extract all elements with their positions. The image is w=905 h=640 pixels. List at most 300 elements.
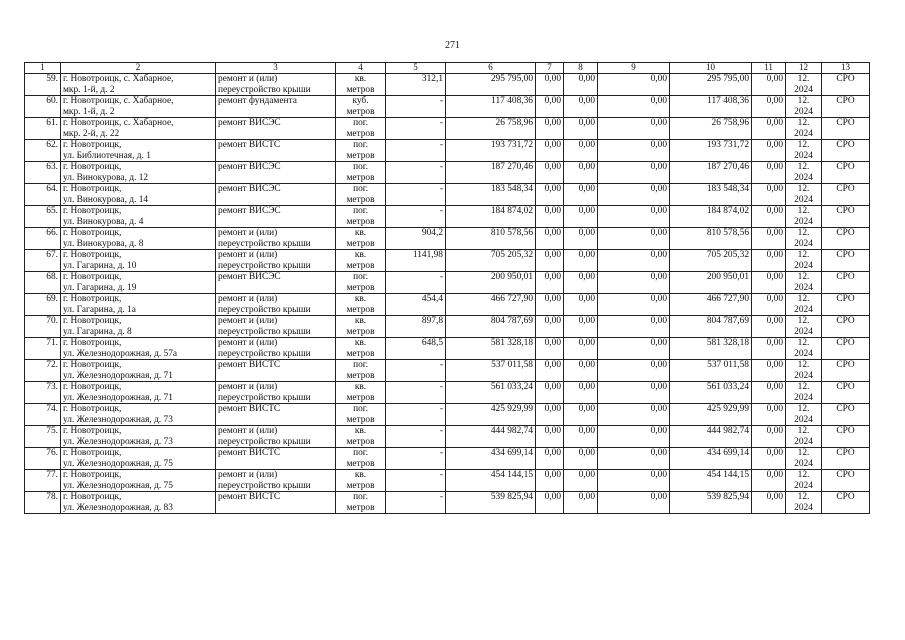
address-line-1: г. Новотроицк, [63, 294, 122, 304]
deadline-cell [786, 338, 822, 360]
col-header: 6 [446, 63, 536, 74]
value-col8: 0,00 [578, 74, 595, 84]
row-number-cell [25, 492, 61, 514]
total-cost-cell [446, 404, 536, 426]
address-line-1: г. Новотроицк, [63, 382, 122, 392]
funding-source-cell [822, 206, 870, 228]
deadline-line-2: 2024 [794, 348, 813, 359]
value-col8: 0,00 [578, 492, 595, 502]
value-col11-cell [752, 294, 786, 316]
value-col8-cell [564, 74, 598, 96]
work-type-line-1: ремонт ВИСТС [218, 360, 281, 370]
value-col8: 0,00 [578, 360, 595, 370]
unit-line-1: пог. [353, 404, 368, 414]
deadline-cell [786, 96, 822, 118]
row-number: 61. [46, 118, 58, 128]
value-col10-cell [670, 74, 752, 96]
value-col8-cell [564, 426, 598, 448]
address-line-2: ул. Винокурова, д. 4 [63, 216, 144, 227]
value-col7: 0,00 [544, 162, 561, 172]
unit-cell [336, 448, 386, 470]
quantity: - [439, 162, 443, 172]
value-col10: 537 011,58 [707, 360, 749, 370]
total-cost: 295 795,00 [490, 74, 533, 84]
value-col9: 0,00 [650, 162, 667, 172]
deadline-line-2: 2024 [794, 194, 813, 205]
unit-line-1: кв. [354, 250, 367, 260]
value-col11-cell [752, 250, 786, 272]
value-col7: 0,00 [544, 118, 561, 128]
value-col8: 0,00 [578, 96, 595, 106]
deadline-cell [786, 228, 822, 250]
unit-line-2: метров [346, 304, 375, 315]
value-col8-cell [564, 250, 598, 272]
value-col11-cell [752, 492, 786, 514]
funding-source: СРО [836, 118, 855, 128]
funding-source-cell [822, 448, 870, 470]
table-row [25, 492, 870, 514]
row-number-cell [25, 470, 61, 492]
row-number: 76. [46, 448, 58, 458]
deadline-line-2: 2024 [794, 172, 813, 183]
address-cell [61, 74, 216, 96]
total-cost: 193 731,72 [490, 140, 533, 150]
deadline-line-2: 2024 [794, 150, 813, 161]
table-row [25, 470, 870, 492]
row-number: 59. [46, 74, 58, 84]
value-col9-cell [598, 140, 670, 162]
value-col8: 0,00 [578, 404, 595, 414]
address-line-1: г. Новотроицк, [63, 360, 122, 370]
value-col9: 0,00 [650, 96, 667, 106]
quantity: 904,2 [421, 228, 443, 238]
table-row [25, 338, 870, 360]
quantity: - [439, 448, 443, 458]
value-col11-cell [752, 74, 786, 96]
quantity-cell [386, 316, 446, 338]
address-line-2: ул. Железнодорожная, д. 57а [63, 348, 178, 359]
unit-line-1: пог. [353, 140, 368, 150]
value-col8-cell [564, 470, 598, 492]
funding-source-cell [822, 184, 870, 206]
table-row [25, 184, 870, 206]
table-row [25, 162, 870, 184]
deadline-line-1: 12. [797, 382, 810, 392]
value-col8-cell [564, 492, 598, 514]
value-col8-cell [564, 294, 598, 316]
value-col7: 0,00 [544, 140, 561, 150]
row-number-cell [25, 360, 61, 382]
funding-source-cell [822, 228, 870, 250]
address-line-2: мкр. 1-й, д. 2 [63, 84, 115, 95]
address-line-1: г. Новотроицк, [63, 426, 122, 436]
value-col7: 0,00 [544, 470, 561, 480]
funding-source: СРО [836, 338, 855, 348]
total-cost: 117 408,36 [491, 96, 533, 106]
table-row [25, 404, 870, 426]
value-col9: 0,00 [650, 228, 667, 238]
deadline-cell [786, 316, 822, 338]
work-type-line-2: переустройство крыши [218, 304, 311, 315]
value-col11: 0,00 [766, 382, 783, 392]
quantity: 648,5 [421, 338, 443, 348]
quantity-cell [386, 206, 446, 228]
address-line-1: г. Новотроицк, [63, 448, 122, 458]
row-number: 66. [46, 228, 58, 238]
value-col10: 454 144,15 [706, 470, 749, 480]
value-col8-cell [564, 382, 598, 404]
quantity-cell [386, 118, 446, 140]
unit-cell [336, 96, 386, 118]
work-type-line-1: ремонт и (или) [218, 294, 278, 304]
col-header: 10 [670, 63, 752, 74]
deadline-line-2: 2024 [794, 436, 813, 447]
unit-line-1: пог. [353, 360, 368, 370]
deadline-cell [786, 250, 822, 272]
funding-source: СРО [836, 448, 855, 458]
value-col8-cell [564, 206, 598, 228]
address-cell [61, 272, 216, 294]
header-row [25, 63, 870, 74]
value-col7: 0,00 [544, 382, 561, 392]
unit-line-2: метров [346, 282, 375, 293]
work-type-line-2: переустройство крыши [218, 392, 311, 403]
address-line-2: ул. Железнодорожная, д. 71 [63, 370, 173, 381]
funding-source-cell [822, 140, 870, 162]
value-col9: 0,00 [650, 426, 667, 436]
address-line-2: ул. Железнодорожная, д. 75 [63, 480, 173, 491]
work-type-line-1: ремонт и (или) [218, 426, 278, 436]
address-cell [61, 162, 216, 184]
total-cost-cell [446, 74, 536, 96]
work-type-line-1: ремонт ВИСЭС [218, 272, 281, 282]
funding-source-cell [822, 426, 870, 448]
value-col8-cell [564, 448, 598, 470]
deadline-cell [786, 118, 822, 140]
value-col8-cell [564, 316, 598, 338]
value-col9-cell [598, 404, 670, 426]
value-col11: 0,00 [766, 316, 783, 326]
total-cost: 200 950,01 [490, 272, 533, 282]
value-col7-cell [536, 250, 564, 272]
deadline-line-2: 2024 [794, 238, 813, 249]
address-cell [61, 228, 216, 250]
quantity: 897,8 [421, 316, 443, 326]
value-col7-cell [536, 294, 564, 316]
address-line-2: ул. Гагарина, д. 19 [63, 282, 137, 293]
value-col7: 0,00 [544, 404, 561, 414]
deadline-line-2: 2024 [794, 128, 813, 139]
deadline-line-2: 2024 [794, 216, 813, 227]
funding-source: СРО [836, 426, 855, 436]
work-type-line-1: ремонт и (или) [218, 74, 278, 84]
work-type-line-1: ремонт ВИСТС [218, 492, 281, 502]
address-cell [61, 316, 216, 338]
value-col10-cell [670, 316, 752, 338]
funding-source: СРО [836, 404, 855, 414]
unit-line-2: метров [346, 128, 375, 139]
value-col9: 0,00 [650, 470, 667, 480]
work-type-line-2: переустройство крыши [218, 260, 311, 271]
value-col8-cell [564, 96, 598, 118]
deadline-cell [786, 206, 822, 228]
unit-line-1: кв. [354, 74, 367, 84]
address-line-2: ул. Винокурова, д. 8 [63, 238, 144, 249]
quantity-cell [386, 74, 446, 96]
value-col7-cell [536, 272, 564, 294]
deadline-line-2: 2024 [794, 282, 813, 293]
unit-line-2: метров [346, 194, 375, 205]
value-col11-cell [752, 118, 786, 140]
unit-cell [336, 492, 386, 514]
value-col9-cell [598, 338, 670, 360]
deadline-line-1: 12. [797, 206, 810, 216]
value-col9-cell [598, 272, 670, 294]
row-number: 71. [46, 338, 58, 348]
table-row [25, 448, 870, 470]
value-col7: 0,00 [544, 184, 561, 194]
deadline-line-2: 2024 [794, 304, 813, 315]
address-line-1: г. Новотроицк, [63, 162, 122, 172]
deadline-cell [786, 294, 822, 316]
unit-line-2: метров [346, 150, 375, 161]
value-col10-cell [670, 206, 752, 228]
address-line-1: г. Новотроицк, с. Хабарное, [63, 96, 174, 106]
total-cost: 183 548,34 [490, 184, 533, 194]
total-cost-cell [446, 360, 536, 382]
row-number-cell [25, 448, 61, 470]
value-col7-cell [536, 360, 564, 382]
deadline-line-1: 12. [797, 96, 810, 106]
quantity: - [439, 404, 443, 414]
address-line-2: ул. Железнодорожная, д. 71 [63, 392, 173, 403]
row-number: 72. [46, 360, 58, 370]
value-col7-cell [536, 140, 564, 162]
value-col9: 0,00 [650, 140, 667, 150]
value-col9: 0,00 [650, 272, 667, 282]
value-col11-cell [752, 426, 786, 448]
row-number: 63. [46, 162, 58, 172]
work-type-line-1: ремонт ВИСЭС [218, 184, 281, 194]
total-cost-cell [446, 470, 536, 492]
address-line-1: г. Новотроицк, [63, 140, 122, 150]
address-line-1: г. Новотроицк, с. Хабарное, [63, 118, 174, 128]
table-row [25, 294, 870, 316]
work-type-cell [216, 272, 336, 294]
unit-line-2: метров [346, 392, 375, 403]
value-col9-cell [598, 426, 670, 448]
value-col7: 0,00 [544, 272, 561, 282]
value-col9-cell [598, 250, 670, 272]
value-col8: 0,00 [578, 140, 595, 150]
quantity: - [439, 140, 443, 150]
work-type-cell [216, 250, 336, 272]
value-col7-cell [536, 492, 564, 514]
address-line-1: г. Новотроицк, [63, 228, 122, 238]
funding-source-cell [822, 74, 870, 96]
row-number-cell [25, 140, 61, 162]
funding-source: СРО [836, 316, 855, 326]
value-col8-cell [564, 140, 598, 162]
col-header: 13 [822, 63, 870, 74]
value-col9-cell [598, 118, 670, 140]
unit-line-2: метров [346, 216, 375, 227]
deadline-line-2: 2024 [794, 106, 813, 117]
col-header: 9 [598, 63, 670, 74]
row-number-cell [25, 118, 61, 140]
address-cell [61, 470, 216, 492]
funding-source: СРО [836, 228, 855, 238]
address-cell [61, 294, 216, 316]
deadline-cell [786, 404, 822, 426]
value-col10-cell [670, 426, 752, 448]
quantity-cell [386, 272, 446, 294]
deadline-line-2: 2024 [794, 84, 813, 95]
row-number-cell [25, 96, 61, 118]
unit-line-2: метров [346, 458, 375, 469]
unit-cell [336, 250, 386, 272]
value-col8: 0,00 [578, 294, 595, 304]
work-type-line-1: ремонт ВИСЭС [218, 162, 281, 172]
value-col7: 0,00 [544, 492, 561, 502]
quantity-cell [386, 404, 446, 426]
value-col11-cell [752, 140, 786, 162]
unit-line-1: пог. [353, 492, 368, 502]
work-type-cell [216, 448, 336, 470]
deadline-cell [786, 184, 822, 206]
unit-cell [336, 118, 386, 140]
deadline-line-1: 12. [797, 74, 810, 84]
address-cell [61, 382, 216, 404]
unit-cell [336, 74, 386, 96]
funding-source: СРО [836, 162, 855, 172]
value-col9: 0,00 [650, 184, 667, 194]
value-col10-cell [670, 404, 752, 426]
row-number: 73. [46, 382, 58, 392]
quantity-cell [386, 140, 446, 162]
table-row [25, 426, 870, 448]
total-cost: 444 982,74 [490, 426, 533, 436]
repair-plan-table [24, 62, 870, 514]
value-col8: 0,00 [578, 382, 595, 392]
work-type-cell [216, 162, 336, 184]
value-col9-cell [598, 382, 670, 404]
col-header: 7 [536, 63, 564, 74]
value-col10: 425 929,99 [706, 404, 749, 414]
deadline-line-1: 12. [797, 338, 810, 348]
address-line-2: ул. Железнодорожная, д. 73 [63, 414, 173, 425]
address-line-2: ул. Винокурова, д. 12 [63, 172, 149, 183]
unit-line-1: кв. [354, 426, 367, 436]
value-col8-cell [564, 228, 598, 250]
quantity: - [439, 118, 443, 128]
row-number-cell [25, 382, 61, 404]
deadline-line-1: 12. [797, 404, 810, 414]
quantity: 312,1 [421, 74, 443, 84]
quantity-cell [386, 228, 446, 250]
unit-cell [336, 162, 386, 184]
value-col9-cell [598, 184, 670, 206]
quantity-cell [386, 162, 446, 184]
table-row [25, 96, 870, 118]
value-col10-cell [670, 118, 752, 140]
quantity-cell [386, 470, 446, 492]
unit-line-2: метров [346, 84, 375, 95]
value-col10: 295 795,00 [706, 74, 749, 84]
value-col9-cell [598, 206, 670, 228]
work-type-line-1: ремонт фундамента [218, 96, 297, 106]
unit-line-1: пог. [353, 206, 368, 216]
value-col7: 0,00 [544, 426, 561, 436]
value-col10: 444 982,74 [706, 426, 749, 436]
value-col11: 0,00 [766, 492, 783, 502]
work-type-line-2: переустройство крыши [218, 326, 311, 337]
total-cost: 26 758,96 [495, 118, 533, 128]
value-col9: 0,00 [650, 250, 667, 260]
value-col11-cell [752, 272, 786, 294]
work-type-cell [216, 228, 336, 250]
value-col11: 0,00 [766, 426, 783, 436]
work-type-cell [216, 316, 336, 338]
quantity: - [439, 206, 443, 216]
value-col11: 0,00 [766, 96, 783, 106]
value-col11: 0,00 [766, 360, 783, 370]
value-col7-cell [536, 338, 564, 360]
value-col10-cell [670, 338, 752, 360]
unit-line-1: пог. [353, 162, 368, 172]
page-number: 271 [445, 40, 460, 51]
deadline-cell [786, 382, 822, 404]
total-cost-cell [446, 206, 536, 228]
quantity-cell [386, 426, 446, 448]
col-header: 11 [752, 63, 786, 74]
value-col7-cell [536, 74, 564, 96]
value-col7: 0,00 [544, 228, 561, 238]
quantity-cell [386, 184, 446, 206]
value-col11: 0,00 [766, 162, 783, 172]
funding-source-cell [822, 316, 870, 338]
total-cost: 184 874,02 [490, 206, 533, 216]
value-col8-cell [564, 272, 598, 294]
funding-source: СРО [836, 96, 855, 106]
funding-source-cell [822, 250, 870, 272]
value-col8: 0,00 [578, 448, 595, 458]
address-line-1: г. Новотроицк, [63, 470, 122, 480]
funding-source-cell [822, 470, 870, 492]
deadline-cell [786, 448, 822, 470]
deadline-line-2: 2024 [794, 458, 813, 469]
quantity: 454,4 [421, 294, 443, 304]
address-line-1: г. Новотроицк, с. Хабарное, [63, 74, 174, 84]
unit-cell [336, 272, 386, 294]
value-col8: 0,00 [578, 184, 595, 194]
value-col7-cell [536, 316, 564, 338]
value-col7-cell [536, 382, 564, 404]
value-col11-cell [752, 162, 786, 184]
value-col8: 0,00 [578, 206, 595, 216]
work-type-cell [216, 338, 336, 360]
quantity-cell [386, 492, 446, 514]
funding-source: СРО [836, 184, 855, 194]
value-col11-cell [752, 184, 786, 206]
total-cost-cell [446, 426, 536, 448]
funding-source-cell [822, 360, 870, 382]
total-cost: 810 578,56 [490, 228, 533, 238]
address-cell [61, 184, 216, 206]
row-number-cell [25, 338, 61, 360]
address-line-1: г. Новотроицк, [63, 404, 122, 414]
unit-line-1: кв. [354, 338, 367, 348]
